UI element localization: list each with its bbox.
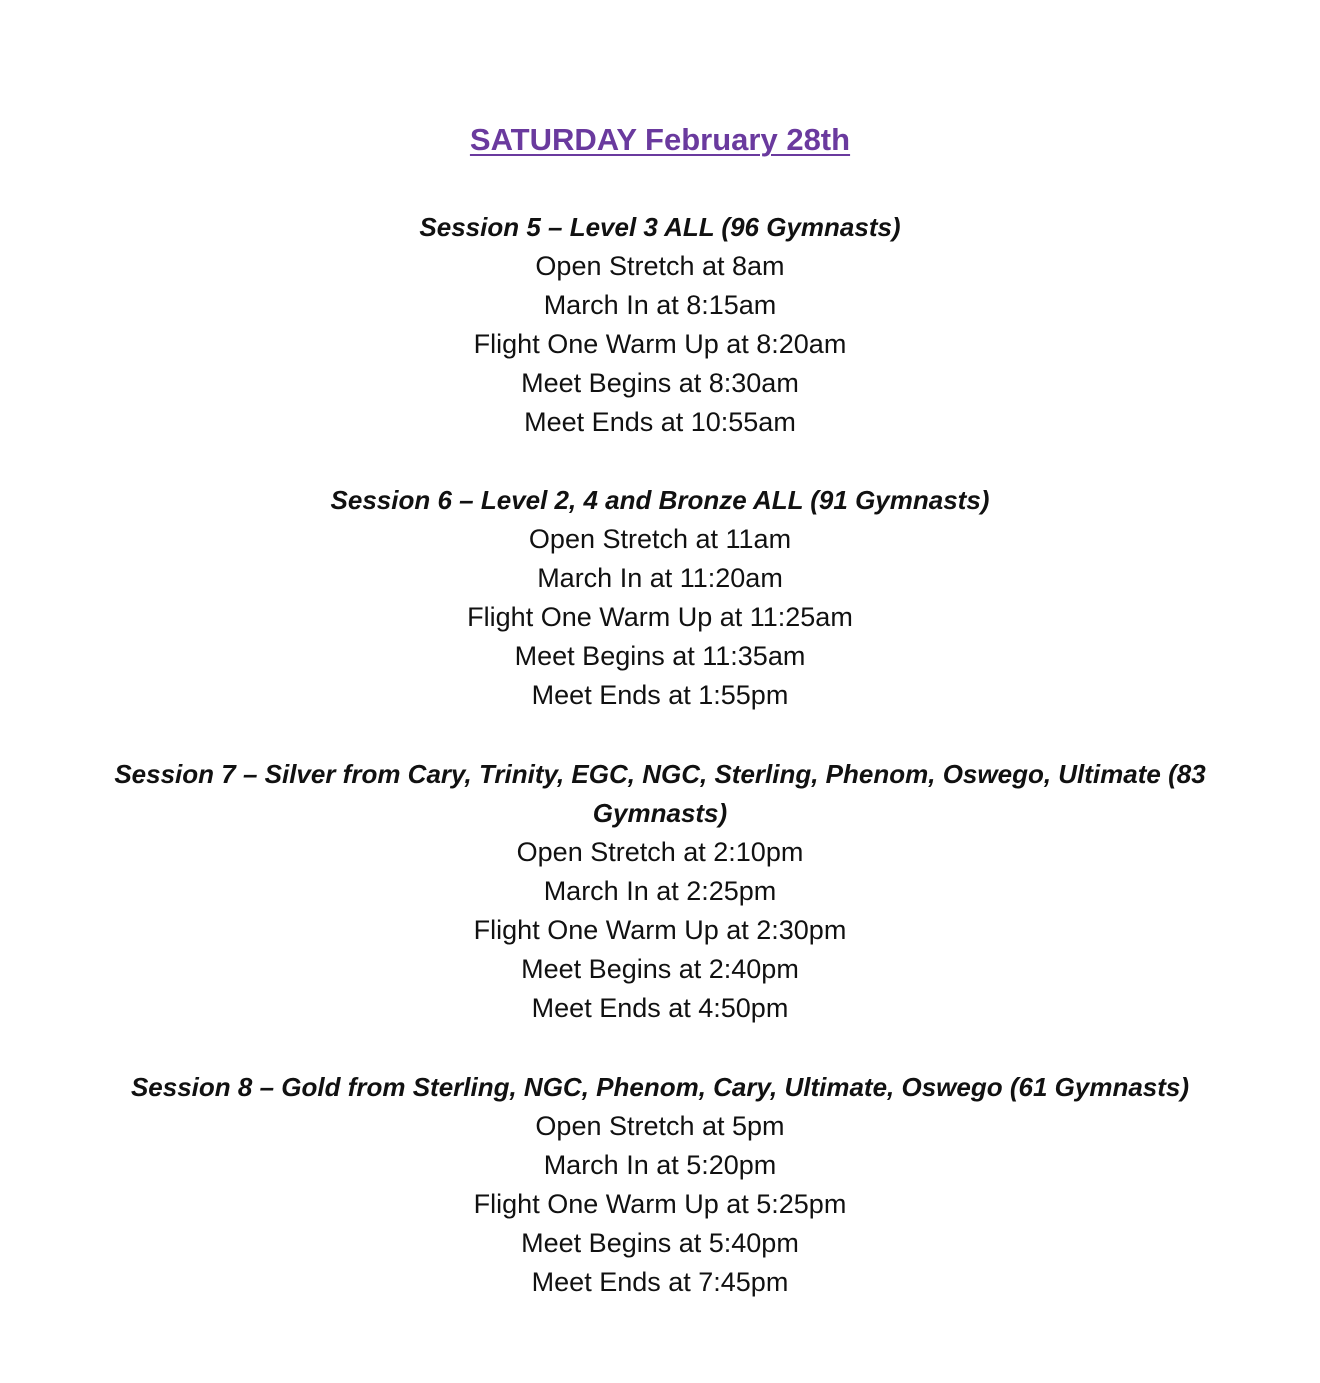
session-heading: Session 7 – Silver from Cary, Trinity, EGC, NGC, Sterling, Phenom, Oswego, Ultimate (83 Gymnasts) — [114, 759, 1206, 828]
session-6 — [0, 481, 1320, 715]
session-heading: Session 6 – Level 2, 4 and Bronze ALL (91 Gymnasts) — [330, 485, 990, 515]
meet-ends-time: Meet Ends at 10:55am — [524, 407, 796, 437]
march-in-time: March In at 8:15am — [543, 290, 777, 320]
open-stretch-time: Open Stretch at 2:10pm — [516, 837, 804, 867]
meet-begins-time: Meet Begins at 11:35am — [514, 641, 806, 671]
session-8 — [0, 1068, 1320, 1302]
session-5 — [0, 208, 1320, 442]
meet-begins-time: Meet Begins at 5:40pm — [521, 1228, 799, 1258]
session-heading: Session 5 – Level 3 ALL (96 Gymnasts) — [419, 212, 901, 242]
warm-up-time: Flight One Warm Up at 5:25pm — [473, 1189, 847, 1219]
march-in-time: March In at 5:20pm — [543, 1150, 777, 1180]
warm-up-time: Flight One Warm Up at 2:30pm — [473, 915, 847, 945]
meet-ends-time: Meet Ends at 7:45pm — [531, 1267, 789, 1297]
meet-begins-time: Meet Begins at 8:30am — [521, 368, 799, 398]
march-in-time: March In at 2:25pm — [543, 876, 777, 906]
warm-up-time: Flight One Warm Up at 8:20am — [473, 329, 847, 359]
march-in-time: March In at 11:20am — [537, 563, 783, 593]
meet-ends-time: Meet Ends at 4:50pm — [531, 993, 789, 1023]
open-stretch-time: Open Stretch at 5pm — [535, 1111, 785, 1141]
warm-up-time: Flight One Warm Up at 11:25am — [467, 602, 853, 632]
open-stretch-time: Open Stretch at 11am — [528, 524, 792, 554]
page-title: SATURDAY February 28th — [469, 122, 851, 157]
session-heading: Session 8 – Gold from Sterling, NGC, Phenom, Cary, Ultimate, Oswego (61 Gymnasts) — [130, 1072, 1190, 1102]
open-stretch-time: Open Stretch at 8am — [535, 251, 785, 281]
meet-begins-time: Meet Begins at 2:40pm — [521, 954, 799, 984]
meet-ends-time: Meet Ends at 1:55pm — [531, 680, 789, 710]
session-7 — [0, 755, 1320, 1028]
